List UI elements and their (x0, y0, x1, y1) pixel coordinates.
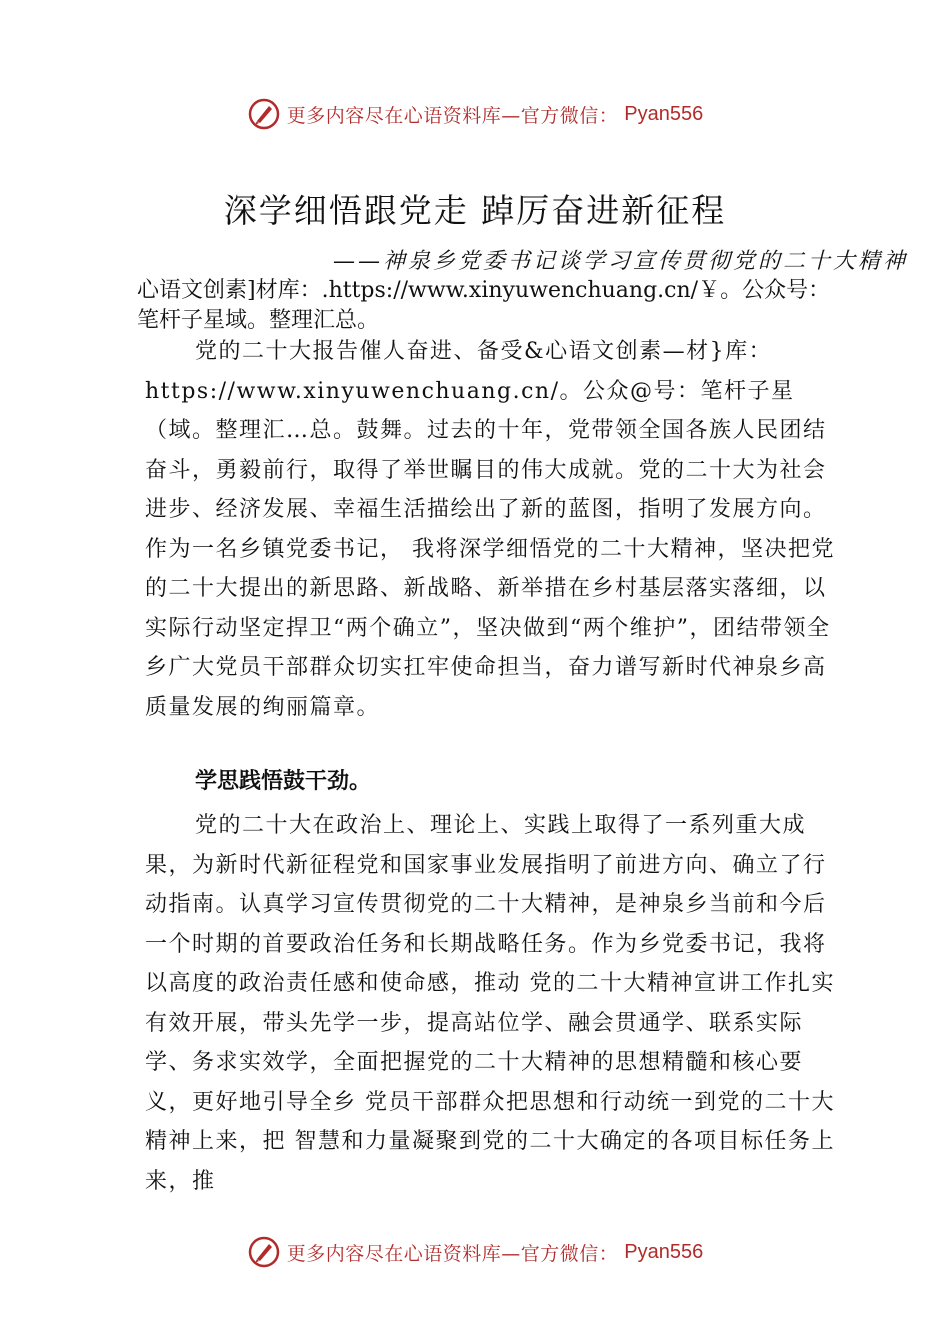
footer-watermark (0, 1232, 950, 1272)
document-subtitle: ——神泉乡党委书记谈学习宣传贯彻党的二十大精神 (332, 249, 908, 274)
watermark-text: 更多内容尽在心语资料库—官方微信： (286, 104, 619, 127)
paragraph-intro: 党的二十大报告催人奋进、备受&心语文创素—材}库：https://www.xinyuwenchuang.cn/。公众@号：笔杆子星（域。整理汇…总。鼓舞。过去的十年，党带领全国各族人民团结奋斗，勇毅前行，取得了举世瞩目的伟大成就。党的二十大为社会进步、经济发展、幸福生活描绘出了新的蓝图，指明了发展方向。作为一名乡镇党委书记， 我将深学细悟党的二十大精神，坚决把党的二十大提出的新思路、新战略、新举措在乡村基层落实落细，以实际行动坚定捍卫“两个确立”，坚决做到“两个维护”，团结带领全乡广大党员干部群众切实扛牢使命担当，奋力谱写新时代神泉乡高质量发展的绚丽篇章。 (145, 339, 835, 720)
watermark-wechat-id: Pyan556 (624, 1240, 704, 1263)
section-heading: 学思践悟鼓干劲。 (195, 769, 372, 794)
pen-logo-icon (247, 1235, 281, 1269)
document-title: 深学细悟跟党走 踔厉奋进新征程 (223, 191, 727, 230)
pen-logo-icon (247, 97, 281, 131)
source-note: 心语文创素]材库：.https://www.xinyuwenchuang.cn/￥。公众号：笔杆子星域。整理汇总。 (137, 278, 831, 333)
watermark-wechat-id: Pyan556 (624, 102, 704, 125)
header-watermark (0, 94, 950, 134)
paragraph-study: 党的二十大在政治上、理论上、实践上取得了一系列重大成果，为新时代新征程党和国家事业发展指明了前进方向、确立了行动指南。认真学习宣传贯彻党的二十大精神，是神泉乡当前和今后一个时期的首要政治任务和长期战略任务。作为乡党委书记，我将以高度的政治责任感和使命感，推动 党的二十大精神宣讲工作扎实有效开展，带头先学一步，提高站位学、融会贯通学、联系实际学、务求实效学，全面把握党的二十大精神的思想精髓和核心要义，更好地引导全乡 党员干部群众把思想和行动统一到党的二十大精神上来，把 智慧和力量凝聚到党的二十大确定的各项目标任务上来，推 (145, 813, 835, 1194)
watermark-text: 更多内容尽在心语资料库—官方微信： (286, 1242, 619, 1265)
